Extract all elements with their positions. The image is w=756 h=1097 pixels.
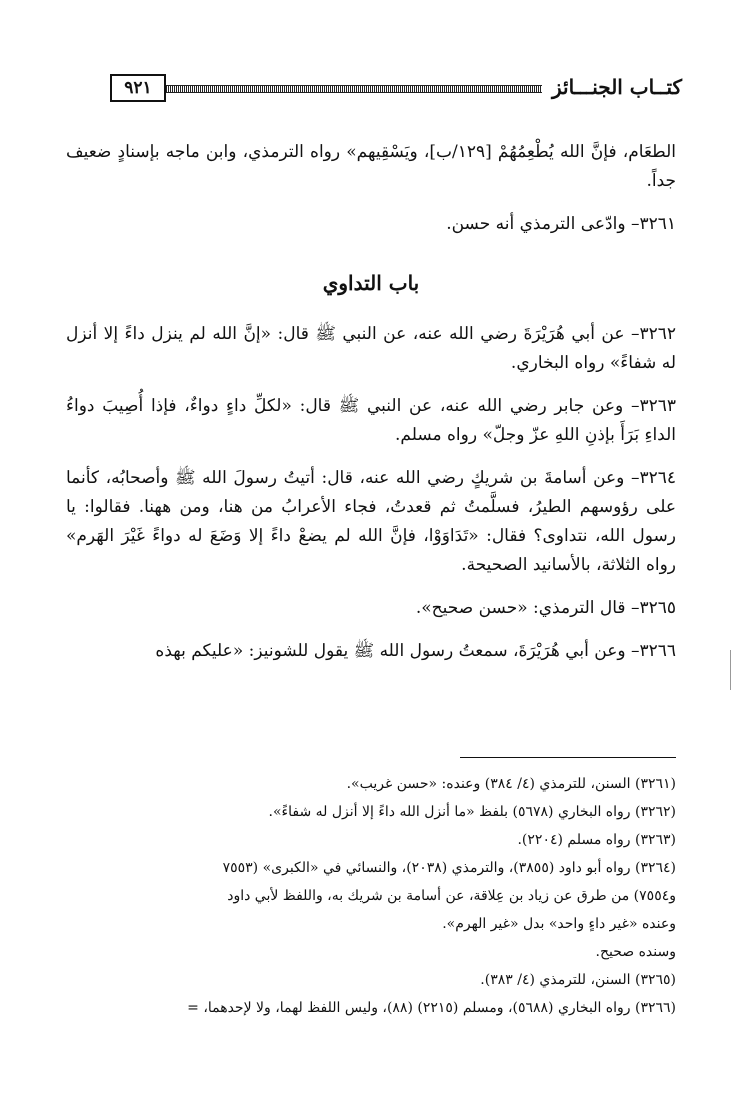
main-text <box>66 138 676 680</box>
paragraph: ٣٢٦٢– عن أبي هُرَيْرَةَ رضي الله عنه، عن النبي ﷺ قال: «إنَّ الله لم ينزل داءً إلا أنزل له شفاءً» رواه البخاري. <box>66 324 676 373</box>
footnotes <box>66 770 676 1022</box>
footnote: وسنده صحيح. <box>595 944 676 960</box>
footnote: (٣٢٦٢) رواه البخاري (٥٦٧٨) بلفظ «ما أنزل الله داءً إلا أنزل له شفاءً». <box>268 804 676 820</box>
footnote: و٧٥٥٤) من طرق عن زياد بن عِلاقة، عن أسامة بن شريك به، واللفظ لأبي داود <box>227 888 676 904</box>
paragraph: ٣٢٦٥– قال الترمذي: «حسن صحيح». <box>415 598 676 618</box>
page-number: ٩٢١ <box>110 74 166 102</box>
footnote: (٣٢٦٤) رواه أبو داود (٣٨٥٥)، والترمذي (٢٠٣٨)، والنسائي في «الكبرى» (٧٥٥٣ <box>222 860 676 876</box>
page-header <box>92 70 682 104</box>
book-title: كتــاب الجنـــائز <box>542 70 682 104</box>
footnote-divider <box>460 757 676 758</box>
paragraph: ٣٢٦٣– وعن جابر رضي الله عنه، عن النبي ﷺ قال: «لكلِّ داءٍ دواءٌ، فإذا أُصِيبَ دواءُ الداءِ بَرَأَ بإذنِ اللهِ عزّ وجلّ» رواه مسلم. <box>66 396 676 445</box>
paragraph: ٣٢٦١– وادّعى الترمذي أنه حسن. <box>446 214 676 234</box>
chapter-title: باب التداوي <box>322 271 420 295</box>
paragraph: الطعَام، فإنَّ الله يُطْعِمُهُمْ [١٢٩/ب]، ويَسْقِيهم» رواه الترمذي، وابن ماجه بإسنادٍ ضعيف جداً. <box>66 142 676 191</box>
footnote: (٣٢٦٥) السنن، للترمذي (٤/ ٣٨٣). <box>480 972 676 988</box>
paragraph: ٣٢٦٤– وعن أسامةَ بن شريكٍ رضي الله عنه، قال: أتيتُ رسولَ الله ﷺ وأصحابُه، كأنما على رؤوسهم الطيرُ، فسلَّمتُ ثم قعدتُ، فجاء الأعرابُ من هنا، ومن ههنا. فقالوا: يا رسول الله، نتداوى؟ فقال: «تَدَاوَوْا، فإنَّ الله لم يضعْ داءً إلا وَضَعَ له دواءً غَيْرَ الهَرم» رواه الثلاثة، بالأسانيد الصحيحة. <box>66 468 676 575</box>
footnote: (٣٢٦١) السنن، للترمذي (٤/ ٣٨٤) وعنده: «حسن غريب». <box>346 776 676 792</box>
margin-mark <box>730 650 731 690</box>
paragraph: ٣٢٦٦– وعن أبي هُرَيْرَةَ، سمعتُ رسول الله ﷺ يقول للشونيز: «عليكم بهذه <box>155 641 676 661</box>
footnote: (٣٢٦٣) رواه مسلم (٢٢٠٤). <box>517 832 676 848</box>
footnote: وعنده «غير داءٍ واحد» بدل «غير الهرم». <box>442 916 676 932</box>
footnote: (٣٢٦٦) رواه البخاري (٥٦٨٨)، ومسلم (٢٢١٥) (٨٨)، وليس اللفظ لهما، ولا لإحدهما، = <box>187 1000 676 1016</box>
